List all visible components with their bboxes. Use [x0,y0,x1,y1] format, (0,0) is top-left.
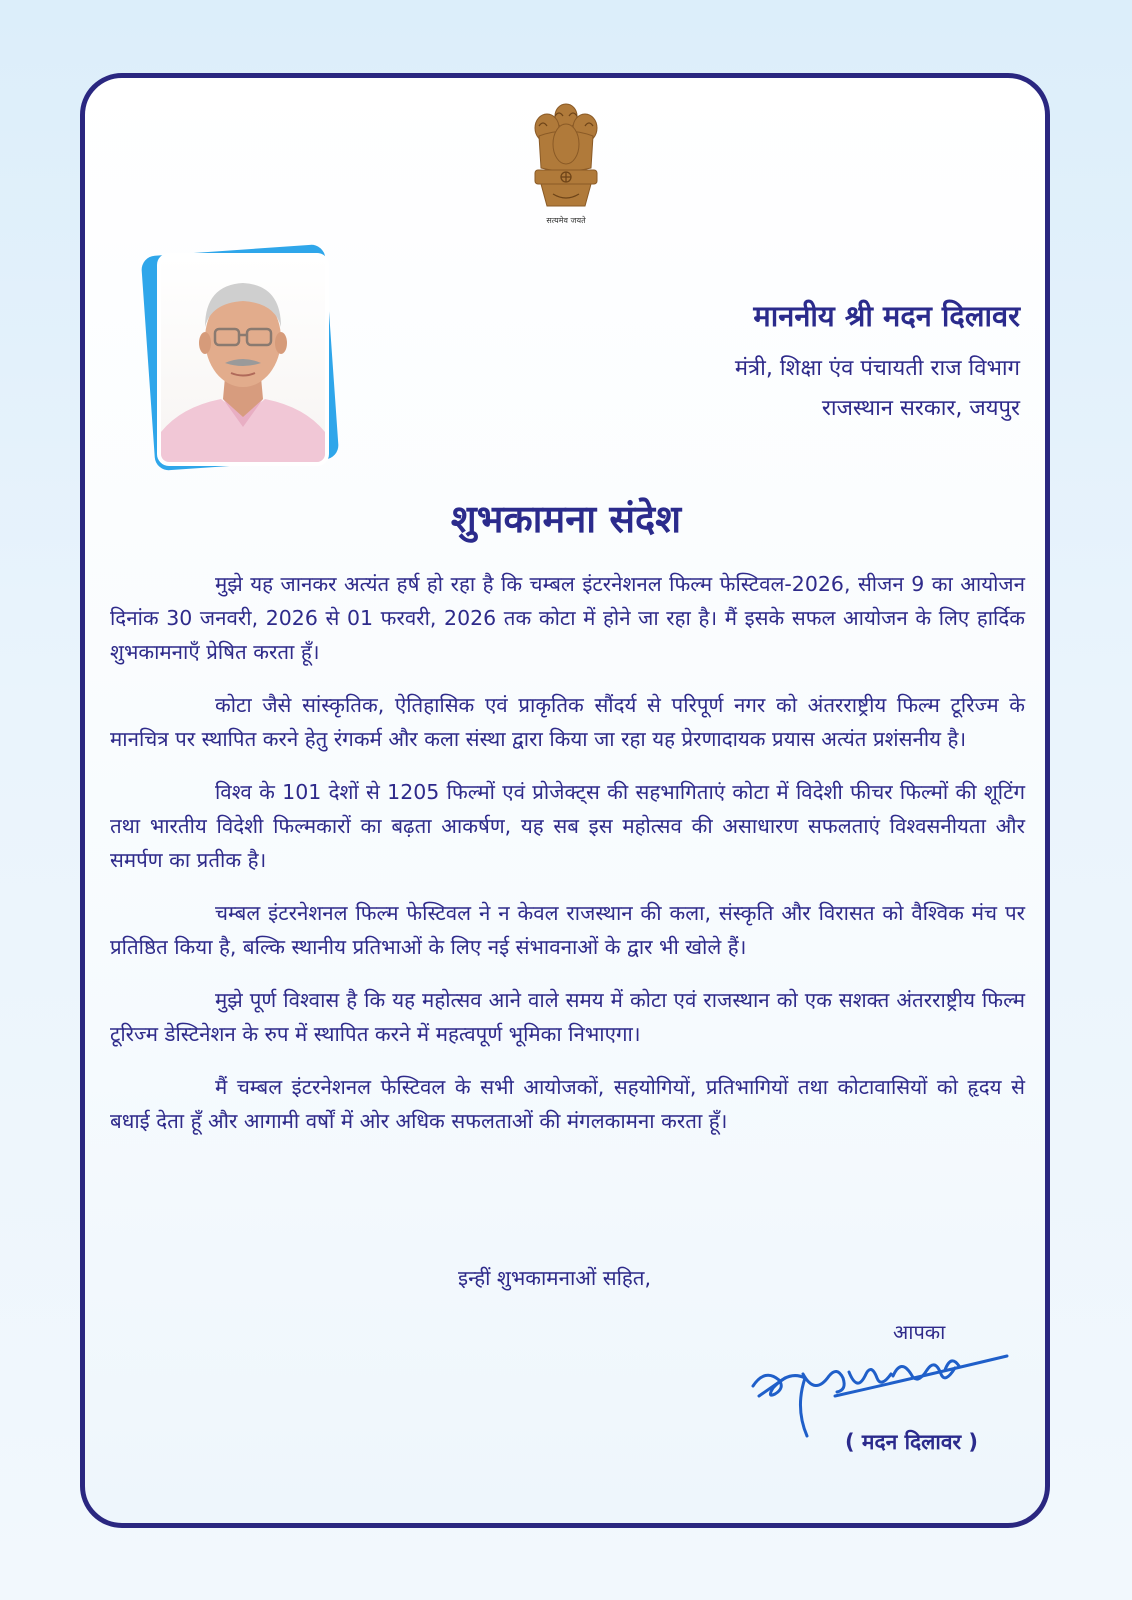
minister-photo [157,253,329,466]
yours-label: आपका [893,1320,946,1344]
message-body [110,567,1025,1157]
closing-line: इन्हीं शुभकामनाओं सहित, [458,1266,651,1290]
minister-name: माननीय श्री मदन दिलावर [753,299,1020,333]
minister-designation: मंत्री, शिक्षा एंव पंचायती राज विभाग [734,356,1020,381]
national-emblem-icon [525,98,607,230]
message-paragraph: विश्व के 101 देशों से 1205 फिल्मों एवं प्रोजेक्ट्स की सहभागिताएं कोटा में विदेशी फीचर फिल्मों की शूटिंग तथा भारतीय विदेशी फिल्मकारों का बढ़ता आकर्षण, यह सब इस महोत्सव की असाधारण सफलताएं विश्वसनीयता और समर्पण का प्रतीक है। [110,780,1025,872]
message-paragraph: मैं चम्बल इंटरनेशनल फेस्टिवल के सभी आयोजकों, सहयोगियों, प्रतिभागियों तथा कोटावासियों को हृदय से बधाई देता हूँ और आगामी वर्षों में ओर अधिक सफलताओं की मंगलकामना करता हूँ। [110,1075,1025,1133]
emblem-motto: सत्यमेव जयते [546,216,586,225]
message-paragraph: कोटा जैसे सांस्कृतिक, ऐतिहासिक एवं प्राकृतिक सौंदर्य से परिपूर्ण नगर को अंतरराष्ट्रीय फिल्म टूरिज्म के मानचित्र पर स्थापित करने हेतु रंगकर्म और कला संस्था द्वारा किया जा रहा यह प्रेरणादायक प्रयास अत्यंत प्रशंसनीय है। [110,693,1025,751]
minister-office: राजस्थान सरकार, जयपुर [821,396,1020,421]
message-title: शुभकामना संदेश [450,497,682,541]
message-paragraph: मुझे यह जानकर अत्यंत हर्ष हो रहा है कि चम्बल इंटरनेशनल फिल्म फेस्टिवल-2026, सीजन 9 का आयोजन दिनांक 30 जनवरी, 2026 से 01 फरवरी, 2026 तक कोटा में होने जा रहा है। मैं इसके सफल आयोजन के लिए हार्दिक शुभकामनाएँ प्रेषित करता हूँ। [110,572,1025,664]
message-paragraph: चम्बल इंटरनेशनल फिल्म फेस्टिवल ने न केवल राजस्थान की कला, संस्कृति और विरासत को वैश्विक मंच पर प्रतिष्ठित किया है, बल्कि स्थानीय प्रतिभाओं के लिए नई संभावनाओं के द्वार भी खोले हैं। [110,901,1025,959]
message-paragraph: मुझे पूर्ण विश्वास है कि यह महोत्सव आने वाले समय में कोटा एवं राजस्थान को एक सशक्त अंतरराष्ट्रीय फिल्म टूरिज्म डेस्टिनेशन के रुप में स्थापित करने में महत्वपूर्ण भूमिका निभाएगा। [110,988,1025,1046]
signatory-name: ( मदन दिलावर ) [845,1430,979,1454]
